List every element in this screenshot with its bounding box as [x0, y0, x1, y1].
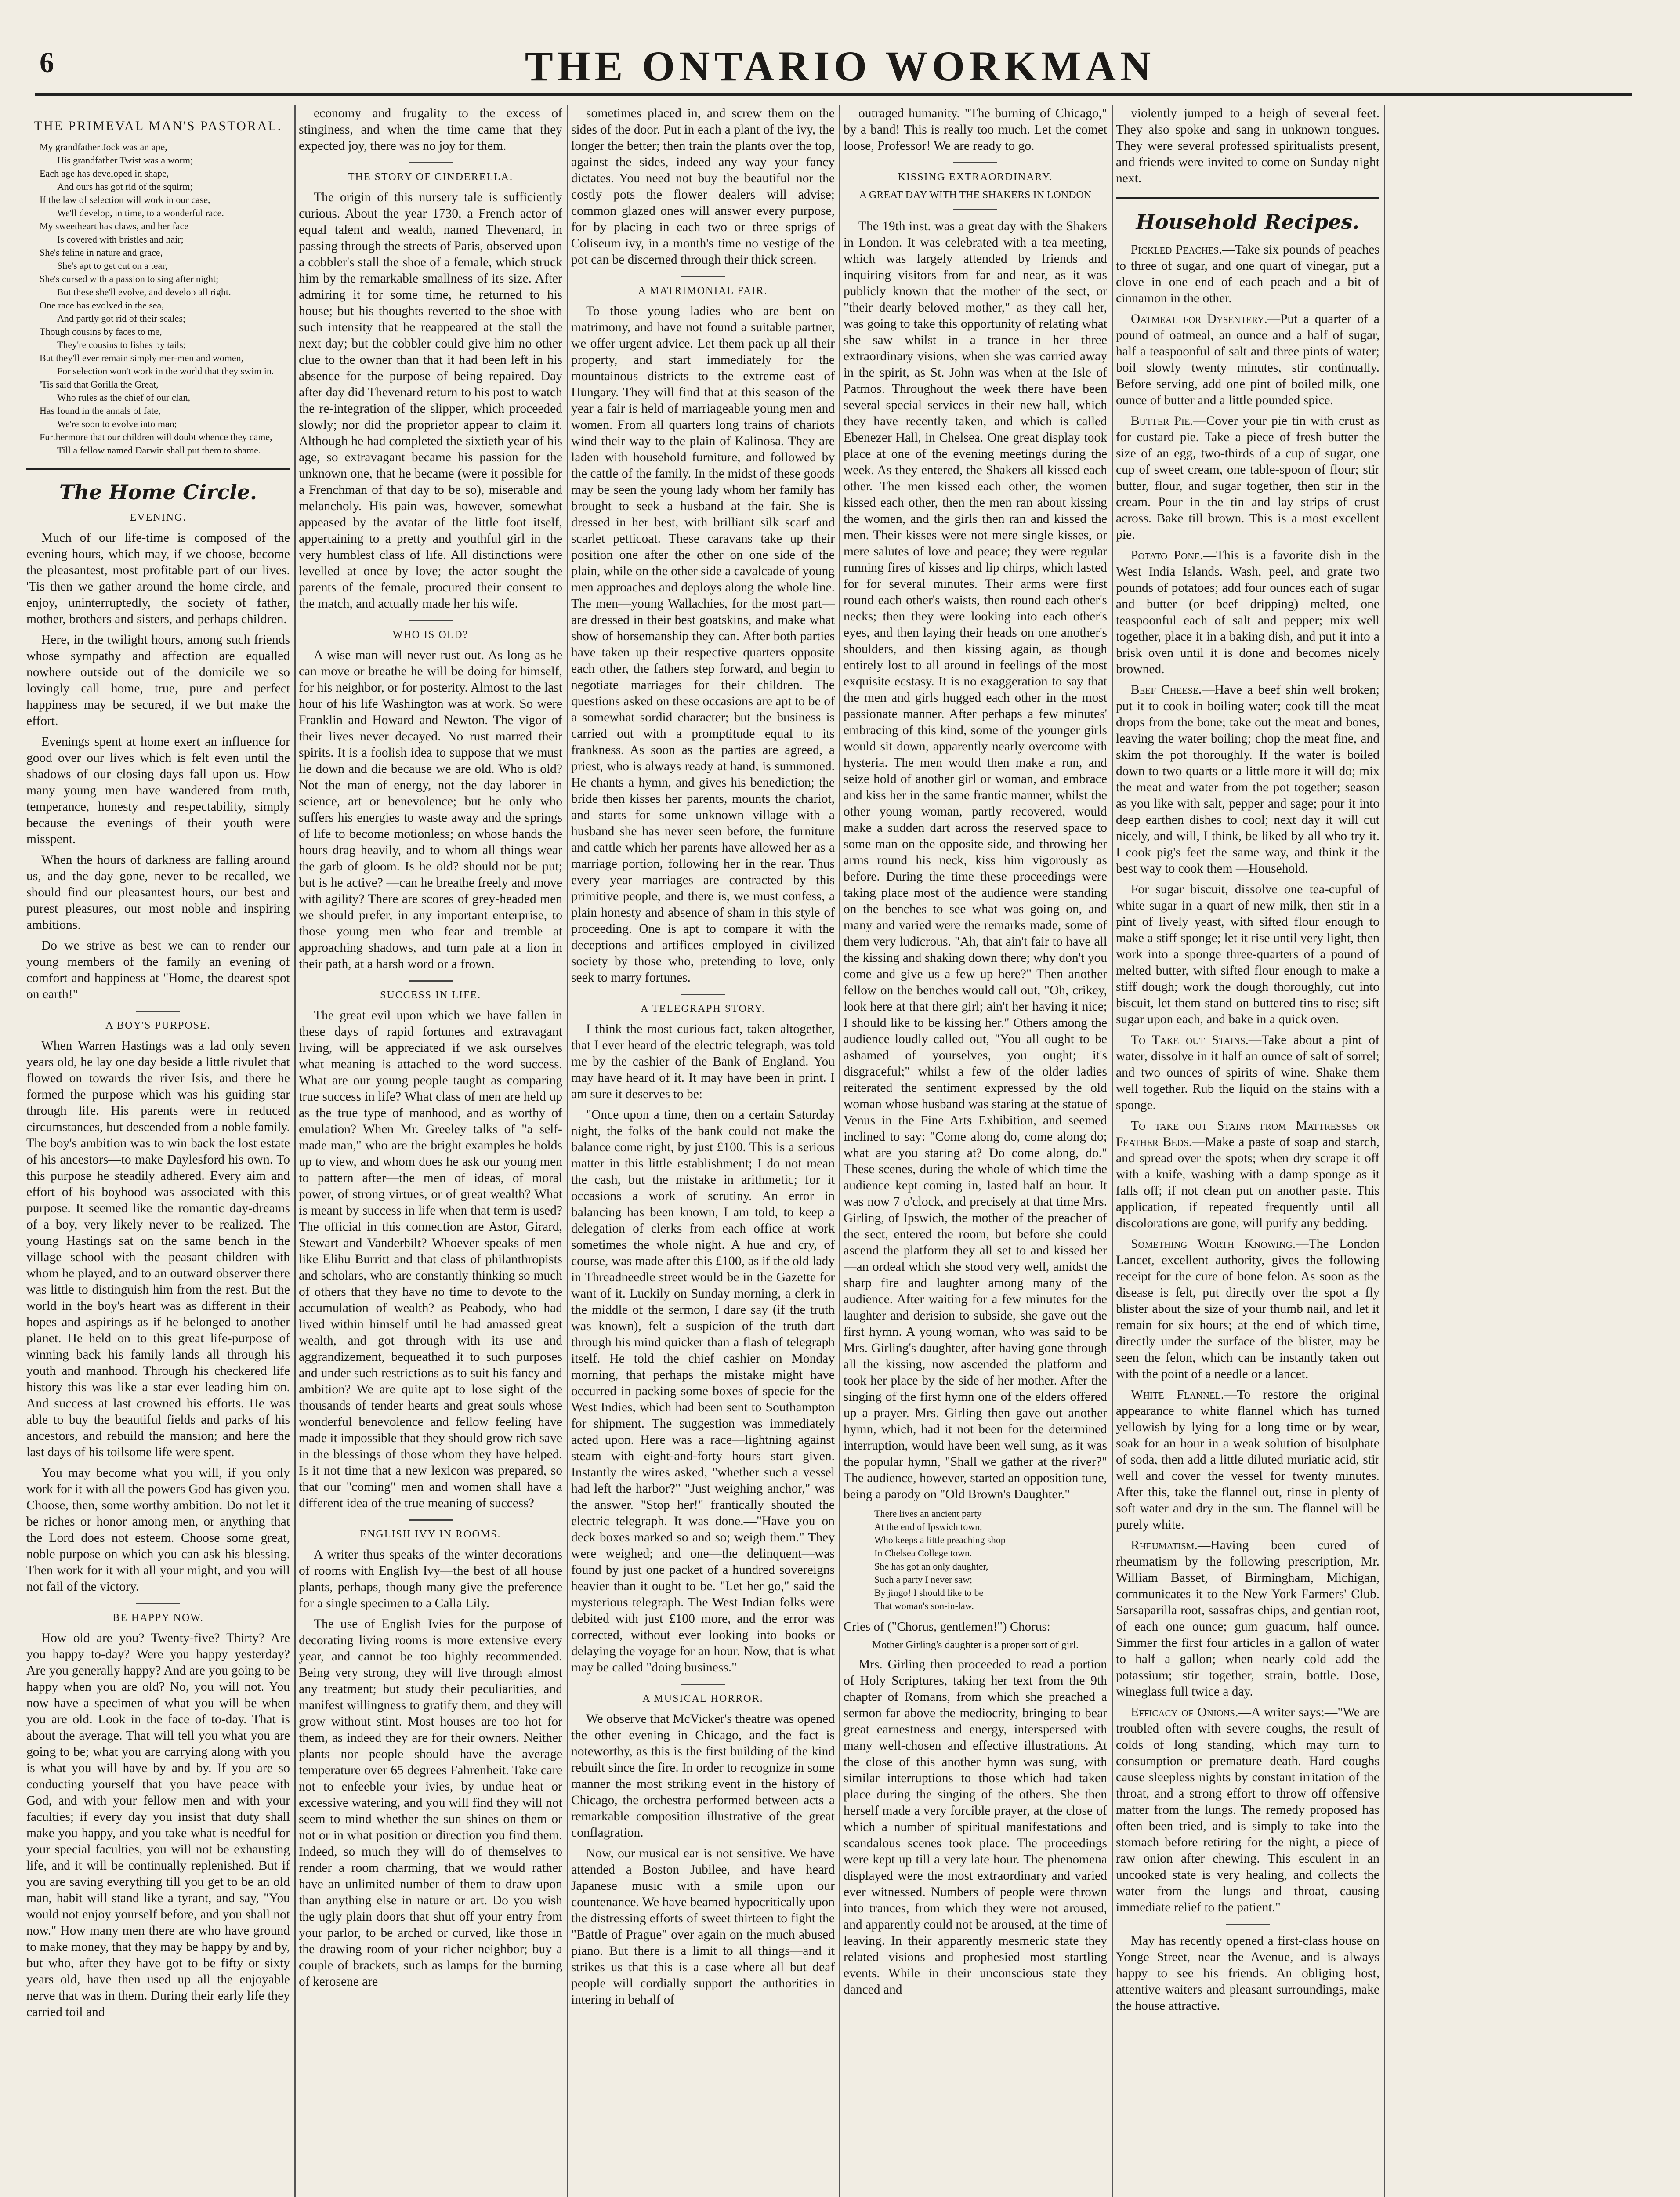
recipe — [1116, 682, 1379, 877]
article-title-kissing-extraordinary: KISSING EXTRAORDINARY. — [898, 171, 1053, 183]
song-line: In Chelsea College town. — [874, 1548, 972, 1559]
article-title-be-happy-now: BE HAPPY NOW. — [112, 1612, 204, 1624]
divider — [681, 994, 725, 995]
paragraph: To those young ladies who are bent on matrimony, and have not found a suitable partner, we offer urgent advice. Let them pack up all their property, and start immediately for the mountainous districts to the extreme east of Hungary. They will find that at this season of the year a fair is held of marriageable young men and women. From all quarters long trains of chariots wind their way to the plain of Kalinosa. They are laden with household furniture, and followed by the cattle of the family. In the midst of these goods may be seen the young lady whom her family has brought to seek a husband at the fair. She is dressed in her best, with brilliant silk scarf and scarlet petticoat. These caravans take up their position one after the other on one side of the plain, while on the other side a cavalcade of young men approaches and deploys along the whole line. The men—young Wallachies, for the most part—are dressed in their best goatskins, and make what show of horsemanship they can. After both parties have taken up their respective quarters opposite each other, the fathers step forward, and begin to negotiate marriages for their children. The questions asked on these occasions are apt to be of a somewhat sordid character; but the business is carried out with a promptitude equal to its frankness. As soon as the parties are agreed, a priest, who is always ready at hand, is summoned. He chants a hymn, and gives his benediction; the bride then kisses her parents, mounts the chariot, and starts for some unknown village with a husband she has never seen before, the furniture and cattle which her parents have allowed her as a marriage portion, following her in the rear. Thus every year marriages are contracted by this primitive people, and there is, we must confess, a plain honesty and absence of sham in this style of proceeding. One is apt to compare it with the deceptions and artifices employed in civilized society by those who, pretending to love, only seek to marry fortunes. — [571, 304, 835, 985]
column-2 — [299, 105, 562, 2197]
article-title-matrimonial-fair: A MATRIMONIAL FAIR. — [638, 285, 768, 297]
recipe — [1116, 1032, 1379, 1113]
poem-line: If the law of selection will work in our case, — [40, 194, 210, 205]
song-line: Who keeps a little preaching shop — [874, 1534, 1006, 1545]
recipe — [1116, 547, 1379, 678]
paragraph: Here, in the twilight hours, among such friends whose sympathy and affection are equalled nowhere outside out of the domicile we so lovingly call home, true, pure and perfect happiness may be secured, if we but make the effort. — [26, 633, 290, 728]
paragraph: The great evil upon which we have fallen in these days of rapid fortunes and extravagant living, will be appreciated if we ask ourselves what meaning is attached to the word success. What are our young people taught as comparing true success in life? What class of men are held up as the true type of manhood, and as worthy of emulation? When Mr. Greeley talks of "a self-made man," who are the bright examples he holds up to view, and whom does he ask our young men to pattern after—the men of ideas, of moral power, of strong virtues, or of great wealth? What is meant by success in life when that term is used? The official in this connection are Astor, Girard, Stewart and Vanderbilt? Whoever speaks of men like Elihu Burritt and that class of philanthropists and scholars, who are constantly thinking so much of others that they have no time to devote to the accumulation of wealth? as Peabody, who had lived within himself until he had amassed great wealth, and got through with its use and aggrandizement, bequeathed it to such purposes and under such restrictions as to suit his fancy and ambition? We are quite apt to lose sight of the thousands of tender hearts and great souls whose wonderful benevolence and fellow feeling have made it impossible that they should grow rich save in the blessings of those whom they have helped. Is it not time that a new lexicon was prepared, so that our "coming" men and women shall have a different idea of the true meaning of success? — [299, 1008, 562, 1510]
recipe-list — [1116, 242, 1379, 1916]
poem-line: We'll develop, in time, to a wonderful race. — [57, 207, 224, 218]
paragraph: The 19th inst. was a great day with the Shakers in London. It was celebrated with a tea meeting, which was largely attended by friends and inquiring visitors from far and near, as it was publicly known that the mother of the sect, or "their dearly beloved mother," as they call her, was going to take this opportunity of relating what she saw whilst in a trance in her three extraordinary visions, when she was carried away in the spirit, as St. John was when at the Isle of Patmos. Throughout the week there have been several special services in their new hall, which they have recently taken, and which is called Ebenezer Hall, in Chelsea. One great display took place at one of the evening meetings during the week. As they entered, the Shakers all kissed each other. The men kissed each other, the women kissed each other, then the men ran about kissing the women, and the girls then ran and kissed the men. Their kisses were not mere single kisses, or mere salutes of love and peace; they were regular running fires of kisses and lip chirps, which lasted for for several minutes. Their arms were first round each other's waists, then round each other's necks; then they were looking into each other's eyes, and then laying their heads on one another's shoulders, and then kissing again, as though entirely lost to all around in feelings of the most exquisite ecstasy. It is no exaggeration to say that the men and girls hugged each other in the most passionate manner. After perhaps a few minutes' embracing of this kind, some of the younger girls would sit down, apparently nearly overcome with hysteria. The men would then make a run, and seize hold of another girl or woman, and embrace and kiss her in the same frantic manner, whilst the other young woman, partly recovered, would make a sudden dart across the reserved space to some man on the opposite side, and throwing her arms round his neck, kiss him vigorously as before. During the time these proceedings were taking place most of the audience were standing on the benches to see what was going on, and many and varied were the remarks made, some of them very ludicrous. "Ah, that ain't fair to have all the kissing and shaking down there; why don't you come and give us a few up here?" Then another fellow on the benches would call out, "Oh, crikey, look here at that there girl; ain't her having it nice; I should like to be kissing her." Others among the audience loudly called out, "You all ought to be ashamed of yourselves, you ought; it's disgraceful;" whilst a few of the older ladies reiterated the sentiment expressed by the old woman whose husband was staring at the statue of Venus in the Fine Arts Exhibition, and seemed inclined to say: "Come along do, come along do; what are you staring at? Do come along, do." These scenes, during the whole of which time the audience kept coming in, lasted half an hour. It was now 7 o'clock, and precisely at that time Mrs. Girling, of Ipswich, the mother of the preacher of the sect, entered the room, but before she could ascend the platform they all set to and kissed her—an ordeal which she stood very well, amidst the sharp fire and laughter among many of the audience. After waiting for a few minutes for the laughter and derision to subside, she gave out the first hymn. A young woman, who was said to be Mrs. Girling's daughter, after having gone through all the kissing, now ascended the platform and took her place by the side of her mother. After the singing of the first hymn one of the elders offered up a prayer. Mrs. Girling then gave out another hymn, which, had it not been for the determined interruption, would have been well sung, as it was the popular hymn, "Shall we gather at the river?" The audience, however, started an opposition tune, being a parody on "Old Brown's Daughter." — [844, 219, 1107, 1501]
paragraph: Much of our life-time is composed of the evening hours, which may, if we choose, become the pleasantest, most profitable part of our lives. 'Tis then we gather around the home circle, and enjoy, uninterruptedly, the society of father, mother, brothers and sisters, and perhaps children. — [26, 531, 290, 626]
paragraph: Do we strive as best we can to render our young members of the family an evening of comfort and happiness at "Home, the dearest spot on earth!" — [26, 939, 290, 1001]
article-body-kissing — [844, 218, 1107, 1503]
song-line: That woman's son-in-law. — [874, 1600, 974, 1611]
recipe — [1116, 1704, 1379, 1916]
poem-line: My grandfather Jock was an ape, — [40, 141, 167, 152]
recipe-name: Beef Cheese. — [1131, 683, 1202, 697]
poem-line: They're cousins to fishes by tails; — [57, 339, 186, 350]
article-body-telegraph-story — [571, 1021, 835, 1676]
notice-paragraph — [1116, 1933, 1379, 2014]
section-rule — [1116, 197, 1379, 199]
column-4 — [844, 105, 1107, 2197]
section-heading-household-recipes: Household Recipes. — [1136, 210, 1360, 234]
recipe-text: —Having been cured of rheumatism by the following prescription, Mr. William Basset, of Birmingham, Michigan, communicates it to the New York Farmers' Club. Sarsaparilla root, sassafras chips, and gentian root, of each one ounce; gum guacum, half ounce. Simmer the first four articles in a gallon of water to half a gallon; when nearly cold add the potassium; stir together, strain, bottle. Dose, wineglass full twice a day. — [1116, 1538, 1379, 1699]
article-title-evening: EVENING. — [130, 512, 187, 523]
divider — [953, 209, 997, 210]
poem-line: Who rules as the chief of our clan, — [57, 392, 190, 403]
divider — [681, 1684, 725, 1685]
article-subtitle: A GREAT DAY WITH THE SHAKERS IN LONDON — [859, 189, 1092, 201]
article-continuation — [844, 105, 1107, 154]
song-line: There lives an ancient party — [874, 1508, 982, 1519]
recipe-text: —A writer says:—"We are troubled often with severe coughs, the result of colds of long standing, which may turn to consumption or premature death. Hard coughs cause sleepless nights by constant irritation of the throat, and a strong effort to throw off offensive matter from the lungs. The remedy proposed has often been tried, and is simply to take into the stomach before retiring for the night, a piece of raw onion after chewing. This esculent in an uncooked state is very healing, and collects the water from the lungs and throat, causing immediate relief to the patient." — [1116, 1705, 1379, 1914]
recipe — [1116, 1537, 1379, 1700]
song-verse — [874, 1507, 1107, 1613]
paragraph: sometimes placed in, and screw them on the sides of the door. Put in each a plant of the ivy, the longer the better; then train the plants over the top, against the sides, indeed any way your fancy dictates. You need not buy the beautiful nor the costly pots the flower dealers will advise; common glazed ones will answer every purpose, for by placing in each two or three sprigs of Coliseum ivy, in a month's time no vestige of the pot can be discerned through their thick screen. — [571, 106, 835, 267]
poem-line: His grandfather Twist was a worm; — [57, 155, 193, 166]
article-title-musical-horror: A MUSICAL HORROR. — [642, 1693, 764, 1704]
recipe-name: Potato Pone. — [1131, 548, 1203, 562]
recipe-name: To take out Stains from Mattresses or Feather Beds. — [1116, 1119, 1379, 1149]
masthead — [0, 0, 1680, 92]
page-columns — [26, 105, 1652, 2197]
paragraph: How old are you? Twenty-five? Thirty? Are you happy to-day? Were you happy yesterday? Are you generally happy? And are you going to be happy when you are old? No, you will not. You now have a specimen of what you will be when you are old. Look in the face of to-day. That is about the average. That will tell you what you are going to be; what you are carrying along with you is what you will have by and by. If you are so conducting yourself that you have peace with God, and with your fellow men and with your faculties; if every day you insist that duty shall make you happy, and you take what is needful for your special faculties, you will not be exhausting life, and it will be continually replenished. But if you are saving everything till you get to be an old man, habit will stand like a tyrant, and say, "You would not enjoy yourself before, and you shall not now." How many men there are who have ground to make money, that they may be happy by and by, but who, after they have got to be fifty or sixty years old, have then used up all the enjoyable nerve that was in them. During their early life they carried toil and — [26, 1631, 290, 2019]
paragraph: A writer thus speaks of the winter decorations of rooms with English Ivy—the best of all house plants, perhaps, though many give the preference for a single specimen to a Calla Lily. — [299, 1548, 562, 1610]
column-3 — [571, 105, 835, 2197]
poem-line: We're soon to evolve into man; — [57, 418, 177, 429]
article-body-cinderella — [299, 189, 562, 612]
poem-line: For selection won't work in the world that they swim in. — [57, 366, 274, 377]
article-title-success-in-life: SUCCESS IN LIFE. — [380, 990, 482, 1001]
divider — [409, 162, 453, 163]
article-body-english-ivy — [299, 1547, 562, 1990]
paragraph: We observe that McVicker's theatre was opened the other evening in Chicago, and the fact is noteworthy, as this is the first building of the kind rebuilt since the fire. In order to recognize in some manner the most striking event in the history of Chicago, the orchestra performed between acts a remarkable composition illustrative of the great conflagration. — [571, 1712, 835, 1840]
paragraph: The use of English Ivies for the purpose of decorating living rooms is more extensive every year, and cannot be too highly recommended. Being very strong, they will live through almost any treatment; but study their peculiarities, and manifest willingness to gratify them, and they will grow without stint. Most houses are too hot for them, as indeed they are for their owners. Neither plants nor people should have the average temperature over 65 degrees Fahrenheit. Take care not to enfeeble your ivies, by undue heat or excessive watering, and you will find they will not seem to mind whether the sun shines on them or not or in what position or direction you find them. Indeed, so much they will do of themselves to render a room charming, that we would rather have an unlimited number of them to draw upon than anything else in nature or art. Do you wish the ugly plain doors that shut off your entry from your parlor, to be arched or curved, like those in the drawing room of your richer neighbor; buy a couple of brackets, such as lamps for the burning of kerosene are — [299, 1617, 562, 1989]
poem-line: But they'll ever remain simply mer-men and women, — [40, 352, 244, 363]
recipe — [1116, 311, 1379, 409]
paragraph: Now, our musical ear is not sensitive. We have attended a Boston Jubilee, and have heard Japanese music with a smile upon our countenance. We have beamed hypocritically upon the distressing efforts of sweet thirteen to fight the "Battle of Prague" over again on the much abused piano. But there is a limit to all things—and it strikes us that this is a case where all but deaf people will cordially support the authorities in intering in behalf of — [571, 1846, 835, 2007]
article-title-who-is-old: WHO IS OLD? — [392, 629, 469, 641]
poem-line: Furthermore that our children will doubt whence they came, — [40, 431, 272, 442]
paragraph: May has recently opened a first-class house on Yonge Street, near the Avenue, and is always happy to see his friends. An obliging host, attentive waiters and pleasant surroundings, make the house attractive. — [1116, 1934, 1379, 2013]
recipe-name: Pickled Peaches. — [1131, 243, 1222, 257]
divider — [953, 162, 997, 163]
divider — [136, 1011, 180, 1012]
recipe-name: Butter Pie. — [1131, 414, 1194, 428]
poem-line: She's feline in nature and grace, — [40, 247, 163, 258]
chorus-cries: Cries of ("Chorus, gentlemen!") Chorus: — [844, 1620, 1050, 1634]
article-body-boys-purpose — [26, 1038, 290, 1595]
paragraph: Evenings spent at home exert an influence for good over our lives which is felt even until the shadows of our closing days fall upon us. How many young men have wandered from truth, temperance, honesty and respectability, simply because the evenings of their youth were misspent. — [26, 735, 290, 846]
article-continuation — [299, 105, 562, 154]
article-body-who-is-old — [299, 647, 562, 972]
poem-line: 'Tis said that Gorilla the Great, — [40, 379, 159, 390]
paragraph: You may become what you will, if you only work for it with all the powers God has given you. Choose, then, some worthy ambition. Do not let it be riches or honor among men, or anything that the Lord does not esteem. Choose some great, noble purpose on which you can ask his blessing. Then work for it with all your might, and you will not fail of the victory. — [26, 1466, 290, 1594]
divider — [409, 980, 453, 982]
article-body-evening — [26, 530, 290, 1003]
recipe — [1116, 413, 1379, 543]
song-line: At the end of Ipswich town, — [874, 1521, 982, 1532]
paragraph: When Warren Hastings was a lad only seven years old, he lay one day beside a little rivulet that flowed on towards the river Isis, and there he formed the purpose which was his guiding star through life. His parents were in reduced circumstances, but descended from a noble family. The boy's ambition was to win back the lost estate of his ancestors—to make Daylesford his own. To this purpose he steadily adhered. Every aim and effort of his boyhood was associated with this purpose. It seemed like the romantic day-dreams of a boy, very likely never to be realized. The young Hastings sat on the same bench in the village school with the peasant children with whom he played, and to an outward observer there was little to distinguish him from the rest. But the world in the boy's heart was as different in their hopes and aspirings as if he belonged to another planet. He held on to this great life-purpose of winning back his family lands all through his youth and manhood. Through his checkered life history this was like a star ever leading him on. And success at last crowned his efforts. He was able to buy the beautiful fields and parks of his ancestors, and rebuild the mansion; and here the last days of his toilsome life were spent. — [26, 1039, 290, 1459]
poem-line: Is covered with bristles and hair; — [57, 234, 184, 245]
paragraph: economy and frugality to the excess of stinginess, and when the time came that they expected joy, there was no joy for them. — [299, 106, 562, 153]
song-line: By jingo! I should like to be — [874, 1587, 984, 1598]
recipe — [1116, 1387, 1379, 1533]
poem-line: And ours has got rid of the squirm; — [57, 181, 193, 192]
article-title-english-ivy: ENGLISH IVY IN ROOMS. — [360, 1529, 501, 1540]
paragraph: violently jumped to a heigh of several feet. They also spoke and sang in unknown tongues. They were several professed spiritualists present, and friends were invited to come on Sunday night next. — [1116, 106, 1379, 185]
article-continuation — [571, 105, 835, 268]
poem — [40, 141, 290, 457]
article-body-matrimonial-fair — [571, 303, 835, 986]
article-body-success-in-life — [299, 1008, 562, 1512]
paragraph: When the hours of darkness are falling around us, and the day gone, never to be recalled, we should find our pleasantest hours, our best and purest pleasures, our most noble and inspiring ambitions. — [26, 853, 290, 932]
article-body-kissing-end — [844, 1657, 1107, 1998]
divider — [409, 1519, 453, 1521]
song-line: Such a party I never saw; — [874, 1574, 972, 1585]
recipe-text: —Take six pounds of peaches to three of sugar, and one quart of vinegar, put a clove in one end of each peach and a bit of cinnamon in the other. — [1116, 243, 1379, 305]
poem-line: She's cursed with a passion to sing after night; — [40, 273, 219, 284]
poem-line: Though cousins by faces to me, — [40, 326, 162, 337]
recipe-name: Something Worth Knowing. — [1131, 1237, 1296, 1251]
section-heading-home-circle: The Home Circle. — [59, 480, 257, 504]
divider — [136, 1603, 180, 1604]
recipe-text: —To restore the original appearance to white flannel which has turned yellowish by lying for a long time or by wear, soak for an hour in a weak solution of bisulphate of soda, then add a little diluted muriatic acid, stir well and cover the vessel for twenty minutes. After this, take the flannel out, rinse in plenty of soft water and dry in the sun. The flannel will be purely white. — [1116, 1388, 1379, 1532]
poem-line: Has found in the annals of fate, — [40, 405, 161, 416]
recipe-text: —Cover your pie tin with crust as for custard pie. Take a piece of fresh butter the size of an egg, two-thirds of a cup of sugar, one cup of sweet cream, one table-spoon of flour; stir butter, flour, and sugar together, then stir in the cream. Pour in the tin and lay strips of crust across. Bake till brown. This is a most excellent pie. — [1116, 414, 1379, 542]
recipe-text: —Take about a pint of water, dissolve in it half an ounce of salt of sorrel; and two ounces of spirits of wine. Shake them well together. Rub the liquid on the stains with a sponge. — [1116, 1033, 1379, 1112]
recipe-text: —Make a paste of soap and starch, and spread over the spots; when dry scrape it off with a knife, washing with a damp sponge as it falls off; if not clean put on another paste. This application, if repeated frequently until all discolorations are gone, will purify any bedding. — [1116, 1135, 1379, 1230]
recipe — [1116, 242, 1379, 307]
paragraph: I think the most curious fact, taken altogether, that I ever heard of the electric telegraph, was told me by the cashier of the Bank of England. You may have heard of it. It may have been in print. I am sure it deserves to be: — [571, 1022, 835, 1101]
divider — [681, 276, 725, 277]
divider — [409, 620, 453, 621]
section-rule — [26, 468, 290, 470]
poem-line: My sweetheart has claws, and her face — [40, 221, 189, 232]
song-line: She has got an only daughter, — [874, 1561, 988, 1572]
poem-line: And partly got rid of their scales; — [57, 313, 186, 324]
article-title-boys-purpose: A BOY'S PURPOSE. — [105, 1020, 211, 1031]
recipe-text: —This is a favorite dish in the West India Islands. Wash, peel, and grate two pounds of potatoes; add four ounces each of sugar and butter (or beef dripping) melted, one teaspoonful each of salt and pepper; mix well together, place it in a baking dish, and put it into a brisk oven until it is done and becomes nicely browned. — [1116, 548, 1379, 676]
article-title-telegraph-story: A TELEGRAPH STORY. — [641, 1003, 765, 1015]
column-1 — [26, 105, 290, 2197]
poem-line: Each age has developed in shape, — [40, 168, 169, 179]
recipe-text: —Put a quarter of a pound of oatmeal, an ounce and a half of sugar, half a teaspoonful of salt and three pints of water; boil slowly twenty minutes, stir continually. Before serving, add one pint of boiled milk, one ounce of butter and a little pounded spice. — [1116, 312, 1379, 407]
paragraph: The origin of this nursery tale is sufficiently curious. About the year 1730, a French actor of equal talent and wealth, named Thevenard, in passing through the streets of Paris, observed upon a cobbler's stall the shoe of a female, which struck him by the remarkable smallness of its size. After admiring it for some time, he returned to his house; but his thoughts reverted to the shoe with such intensity that he reappeared at the stall the next day; but the cobbler could give him no other clue to the owner than that it had been left in his absence for the purpose of being repaired. Day after day did Thevenard return to his post to watch the re-integration of the slipper, which proceeded slowly; nor did the proprietor appear to claim it. Although he had completed the sixtieth year of his age, so extravagant became his passion for the unknown one, that he became (were it possible for a Frenchman of that day to be so), miserable and melancholy. His pain was, however, somewhat appeased by the avatar of the little foot itself, appertaining to a pretty and youthful girl in the very humblest class of life. All distinctions were levelled at once by love; the actor sought the parents of the female, procured their consent to the match, and actually made her his wife. — [299, 190, 562, 611]
recipe — [1116, 1236, 1379, 1382]
article-continuation — [1116, 105, 1379, 187]
recipe-name: White Flannel. — [1131, 1388, 1224, 1402]
recipe-name: Rheumatism. — [1131, 1538, 1198, 1552]
article-body-be-happy-now — [26, 1630, 290, 2020]
page-number: 6 — [40, 47, 54, 79]
recipe-name: To Take out Stains. — [1131, 1033, 1249, 1047]
recipe-name: Efficacy of Onions. — [1131, 1705, 1238, 1719]
poem-line: But these she'll evolve, and develop all right. — [57, 286, 231, 297]
column-5 — [1116, 105, 1379, 2197]
recipe — [1116, 881, 1379, 1028]
poem-line: One race has evolved in the sea, — [40, 300, 164, 311]
divider — [1226, 1924, 1270, 1925]
chorus-line: Mother Girling's daughter is a proper sort of girl. — [872, 1639, 1079, 1651]
poem-line: Till a fellow named Darwin shall put them to shame. — [57, 445, 261, 456]
recipe-name: Oatmeal for Dysentery. — [1131, 312, 1267, 326]
paragraph: "Once upon a time, then on a certain Saturday night, the folks of the bank could not make the balance come right, by just £100. This is a serious matter in this little establishment; I do not mean the cash, but the mistake in arithmetic; for it occasions a work of scrutiny. An error in balancing has been known, I am told, to keep a delegation of clerks from each office at work sometimes the whole night. A hue and cry, of course, was made after this £100, as if the old lady in Threadneedle street would be in the Gazette for want of it. Luckily on Sunday morning, a clerk in the middle of the sermon, I dare say (if the truth was known), felt a suspicion of the truth dart through his mind quicker than a flash of telegraph itself. He told the chief cashier on Monday morning, that perhaps the mistake might have occurred in packing some boxes of specie for the West Indies, which had been sent to Southampton for shipment. The suggestion was immediately acted upon. Here was a race—lightning against steam with eight-and-forty hours start given. Instantly the wires asked, "whether such a vessel had left the harbor?" "Just weighing anchor," was the answer. "Stop her!" frantically shouted the electric telegraph. It was done.—"Have you on deck boxes marked so and so; weigh them." They were weighed; and one—the delinquent—was found by just one packet of a hundred sovereigns heavier than it ought to be. "Let her go," said the mysterious telegraph. The West Indian folks were debited with just £100 more, and the error was corrected, without ever looking into books or delaying the voyage for an hour. Now, that is what may be called "doing business." — [571, 1108, 835, 1675]
poem-line: She's apt to get cut on a tear, — [57, 260, 168, 271]
newspaper-title: THE ONTARIO WORKMAN — [525, 43, 1155, 90]
paragraph: outraged humanity. "The burning of Chicago," by a band! This is really too much. Let the comet loose, Professor! We are ready to go. — [844, 106, 1107, 153]
recipe-text: —The London Lancet, excellent authority, gives the following receipt for the cure of bone felon. As soon as the disease is felt, put directly over the spot a fly blister about the size of your thumb nail, and let it remain for six hours; at the end of which time, directly under the surface of the blister, may be seen the felon, which can be instantly taken out with the point of a needle or a lancet. — [1116, 1237, 1379, 1381]
paragraph: A wise man will never rust out. As long as he can move or breathe he will be doing for himself, for his neighbor, or for posterity. Almost to the last hour of his life Washington was at work. So were Franklin and Howard and Newton. The vigor of their lives never decayed. No rust marred their spirits. It is a foolish idea to suppose that we must lie down and die because we are old. Who is old? Not the man of energy, not the day laborer in science, art or benevolence; but he only who suffers his energies to waste away and the springs of life to become motionless; on whose hands the hours drag heavily, and to whom all things wear the garb of gloom. Is he old? should not be put; but is he active? —can he breathe freely and move with agility? There are scores of grey-headed men we should prefer, in any important enterprise, to those young men who fear and tremble at approaching shadows, and turn pale at a lion in their path, at a harsh word or a frown. — [299, 648, 562, 971]
masthead-rule — [35, 93, 1632, 96]
poem-title: THE PRIMEVAL MAN'S PASTORAL. — [34, 119, 282, 133]
paragraph: Mrs. Girling then proceeded to read a portion of Holy Scriptures, taking her text from the 9th chapter of Romans, from which she preached a sermon far above the mediocrity, bringing to bear great earnestness and energy, interspersed with many well-chosen and effective illustrations. At the close of this another hymn was sung, with similar interruptions to those which had taken place during the singing of the others. She then herself made a very forcible prayer, at the close of which a number of spiritual manifestations and scandalous scenes took place. The proceedings were kept up till a very late hour. The phenomena displayed were the most extraordinary and varied ever witnessed. Numbers of people were thrown into trances, from which they were not aroused, and apparently could not be aroused, at the time of leaving. In their apparently mesmeric state they related visions and prophesied most startling events. While in their unconscious state they danced and — [844, 1657, 1107, 1997]
recipe-text: —Have a beef shin well broken; put it to cook in boiling water; cook till the meat drops from the bone; take out the meat and bones, leaving the water boiling; chop the meat fine, and skim the pot thoroughly. If the water is boiled down to two quarts or a little more it will do; mix the meat and water from the pot together; season as you like with salt, pepper and sage; pour it into deep earthen dishes to cool; next day it will cut nicely, and will, I think, be liked by all who try it. I cook pig's feet the same way, and think it the best way to cook them —Household. — [1116, 683, 1379, 876]
recipe-text: For sugar biscuit, dissolve one tea-cupful of white sugar in a quart of new milk, then stir in a pint of lively yeast, with sifted flour enough to make a stiff sponge; let it rise until very light, then work into a sponge three-quarters of a pound of melted butter, with sifted flour enough to make a stiff dough; work the dough thoroughly, cut into biscuit, let them stand on buttered tins to rise; sift sugar upon each, and bake in a quick oven. — [1116, 882, 1379, 1026]
article-title-cinderella: THE STORY OF CINDERELLA. — [348, 171, 513, 183]
article-body-musical-horror — [571, 1711, 835, 2008]
recipe — [1116, 1118, 1379, 1232]
